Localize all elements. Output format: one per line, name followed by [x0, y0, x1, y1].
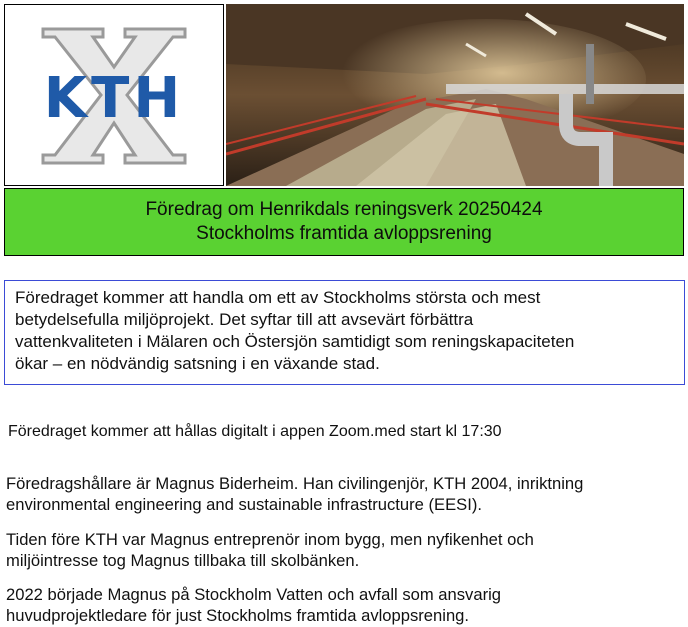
- banner-title: Föredrag om Henrikdals reningsverk 20250424: [145, 199, 543, 220]
- intro-line: Föredraget kommer att handla om ett av Stockholms största och mest: [15, 288, 541, 307]
- intro-line: betydelsefulla miljöprojekt. Det syftar till att avsevärt förbättra: [15, 310, 474, 329]
- background-paragraph: [6, 529, 682, 571]
- banner-subtitle: Stockholms framtida avloppsrening: [196, 223, 492, 244]
- kth-logo-text: KTH: [43, 66, 185, 131]
- tunnel-wastewater-plant-photo-icon: [226, 4, 684, 186]
- intro-line: ökar – en nödvändig satsning i en växande stad.: [15, 354, 380, 373]
- paragraph-line: Föredragshållare är Magnus Biderheim. Han civilingenjör, KTH 2004, inriktning: [6, 474, 584, 493]
- paragraph-line: miljöintresse tog Magnus tillbaka till skolbänken.: [6, 551, 360, 570]
- tunnel-photo: [226, 4, 684, 186]
- paragraph-line: huvudprojektledare för just Stockholms framtida avloppsrening.: [6, 606, 470, 625]
- kth-logo-icon: [5, 5, 223, 185]
- kth-logo: [4, 4, 224, 186]
- paragraph-line: environmental engineering and sustainable infrastructure (EESI).: [6, 495, 482, 514]
- career-paragraph: [6, 584, 682, 626]
- paragraph-line: 2022 började Magnus på Stockholm Vatten och avfall som ansvarig: [6, 585, 502, 604]
- paragraph-line: Tiden före KTH var Magnus entreprenör inom bygg, men nyfikenhet och: [6, 530, 534, 549]
- zoom-info: Föredraget kommer att hållas digitalt i appen Zoom.med start kl 17:30: [8, 423, 502, 440]
- intro-box: [4, 280, 685, 385]
- title-banner: [4, 188, 684, 256]
- intro-line: vattenkvaliteten i Mälaren och Östersjön samtidigt som reningskapaciteten: [15, 332, 575, 351]
- speaker-paragraph: [6, 473, 682, 515]
